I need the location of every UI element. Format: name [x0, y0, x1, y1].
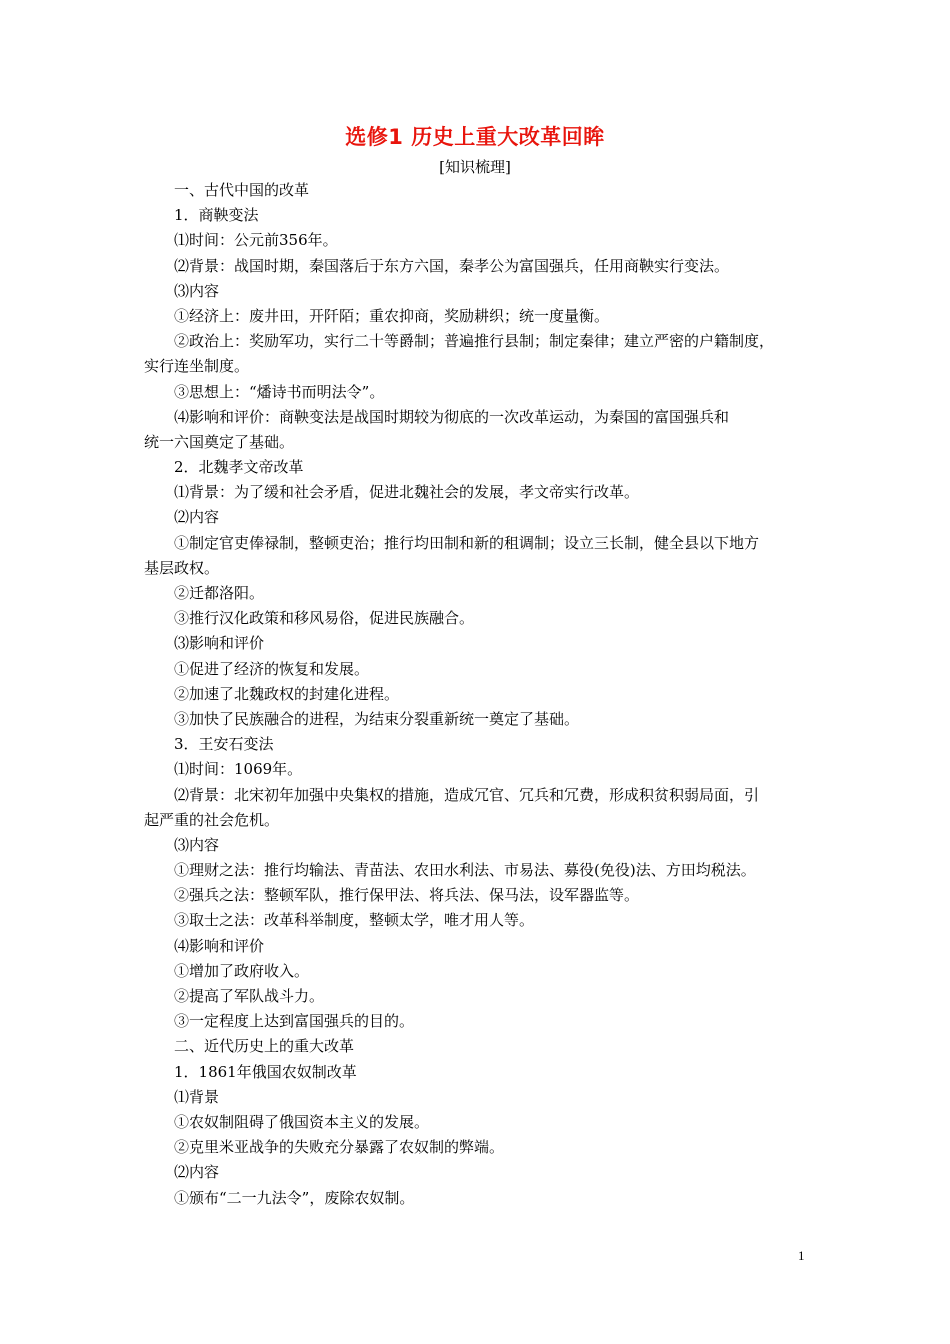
body-line: ⑴时间：1069年。	[174, 760, 303, 779]
body-line: ⑴背景：为了缓和社会矛盾，促进北魏社会的发展，孝文帝实行改革。	[174, 483, 640, 502]
body-line: ⑵背景：战国时期，秦国落后于东方六国，秦孝公为富国强兵，任用商鞅实行变法。	[174, 256, 730, 275]
body-line: ⑷影响和评价	[174, 936, 265, 955]
body-line: ②提高了军队战斗力。	[174, 987, 325, 1005]
heading-wanganshi: 3．王安石变法	[174, 735, 274, 754]
body-line: ③推行汉化政策和移风易俗，促进民族融合。	[174, 609, 475, 628]
body-line: ③一定程度上达到富国强兵的目的。	[174, 1012, 415, 1031]
heading-xiaowendi: 2．北魏孝文帝改革	[174, 458, 304, 477]
body-line: ②迁都洛阳。	[174, 584, 265, 602]
body-line: ①增加了政府收入。	[174, 961, 310, 980]
document-body	[144, 178, 812, 1211]
heading-modern-reforms: 二、近代历史上的重大改革	[174, 1037, 355, 1056]
heading-russia-serfdom: 1．1861年俄国农奴制改革	[174, 1062, 357, 1081]
body-line: ①颁布“二一九法令”，废除农奴制。	[174, 1188, 415, 1207]
body-line: ③取士之法：改革科举制度，整顿太学，唯才用人等。	[174, 911, 535, 930]
body-line: ⑴时间：公元前356年。	[174, 231, 338, 250]
heading-shangyang: 1．商鞅变法	[174, 206, 259, 225]
body-line: ⑵内容	[174, 508, 220, 527]
body-line: ①理财之法：推行均输法、青苗法、农田水利法、市易法、募役(免役)法、方田均税法。	[174, 861, 756, 880]
body-line: ⑴背景	[174, 1087, 220, 1106]
page-number: 1	[798, 1248, 805, 1263]
body-line: ②强兵之法：整顿军队，推行保甲法、将兵法、保马法，设军器监等。	[174, 886, 640, 905]
body-line-continuation: 起严重的社会危机。	[144, 810, 280, 829]
body-line: ②政治上：奖励军功，实行二十等爵制；普遍推行县制；制定秦律；建立严密的户籍制度，	[174, 332, 775, 351]
body-line: ⑷影响和评价：商鞅变法是战国时期较为彻底的一次改革运动，为秦国的富国强兵和	[174, 407, 730, 426]
body-line-continuation: 统一六国奠定了基础。	[144, 432, 295, 451]
body-line: ①经济上：废井田，开阡陌；重农抑商，奖励耕织；统一度量衡。	[174, 306, 610, 325]
document-title: 选修1 历史上重大改革回眸	[345, 125, 605, 149]
body-line: ②加速了北魏政权的封建化进程。	[174, 684, 400, 703]
body-line-continuation: 实行连坐制度。	[144, 357, 250, 376]
body-line: ②克里米亚战争的失败充分暴露了农奴制的弊端。	[174, 1138, 505, 1157]
section-subtitle: [知识梳理]	[439, 158, 511, 176]
heading-ancient-china: 一、古代中国的改革	[174, 181, 310, 199]
body-line: ①农奴制阻碍了俄国资本主义的发展。	[174, 1112, 430, 1131]
body-line: ⑶影响和评价	[174, 634, 265, 653]
body-line: ⑵背景：北宋初年加强中央集权的措施，造成冗官、冗兵和冗费，形成积贫积弱局面，引	[174, 785, 760, 804]
body-line: ⑶内容	[174, 835, 220, 854]
body-line: ③加快了民族融合的进程，为结束分裂重新统一奠定了基础。	[174, 709, 580, 728]
body-line: ⑵内容	[174, 1163, 220, 1182]
body-line: ⑶内容	[174, 281, 220, 300]
body-line-continuation: 基层政权。	[144, 558, 220, 577]
body-line: ①制定官吏俸禄制，整顿吏治；推行均田制和新的租调制；设立三长制，健全县以下地方	[174, 533, 760, 552]
body-line: ③思想上：“燔诗书而明法令”。	[174, 382, 385, 401]
body-line: ①促进了经济的恢复和发展。	[174, 659, 370, 678]
